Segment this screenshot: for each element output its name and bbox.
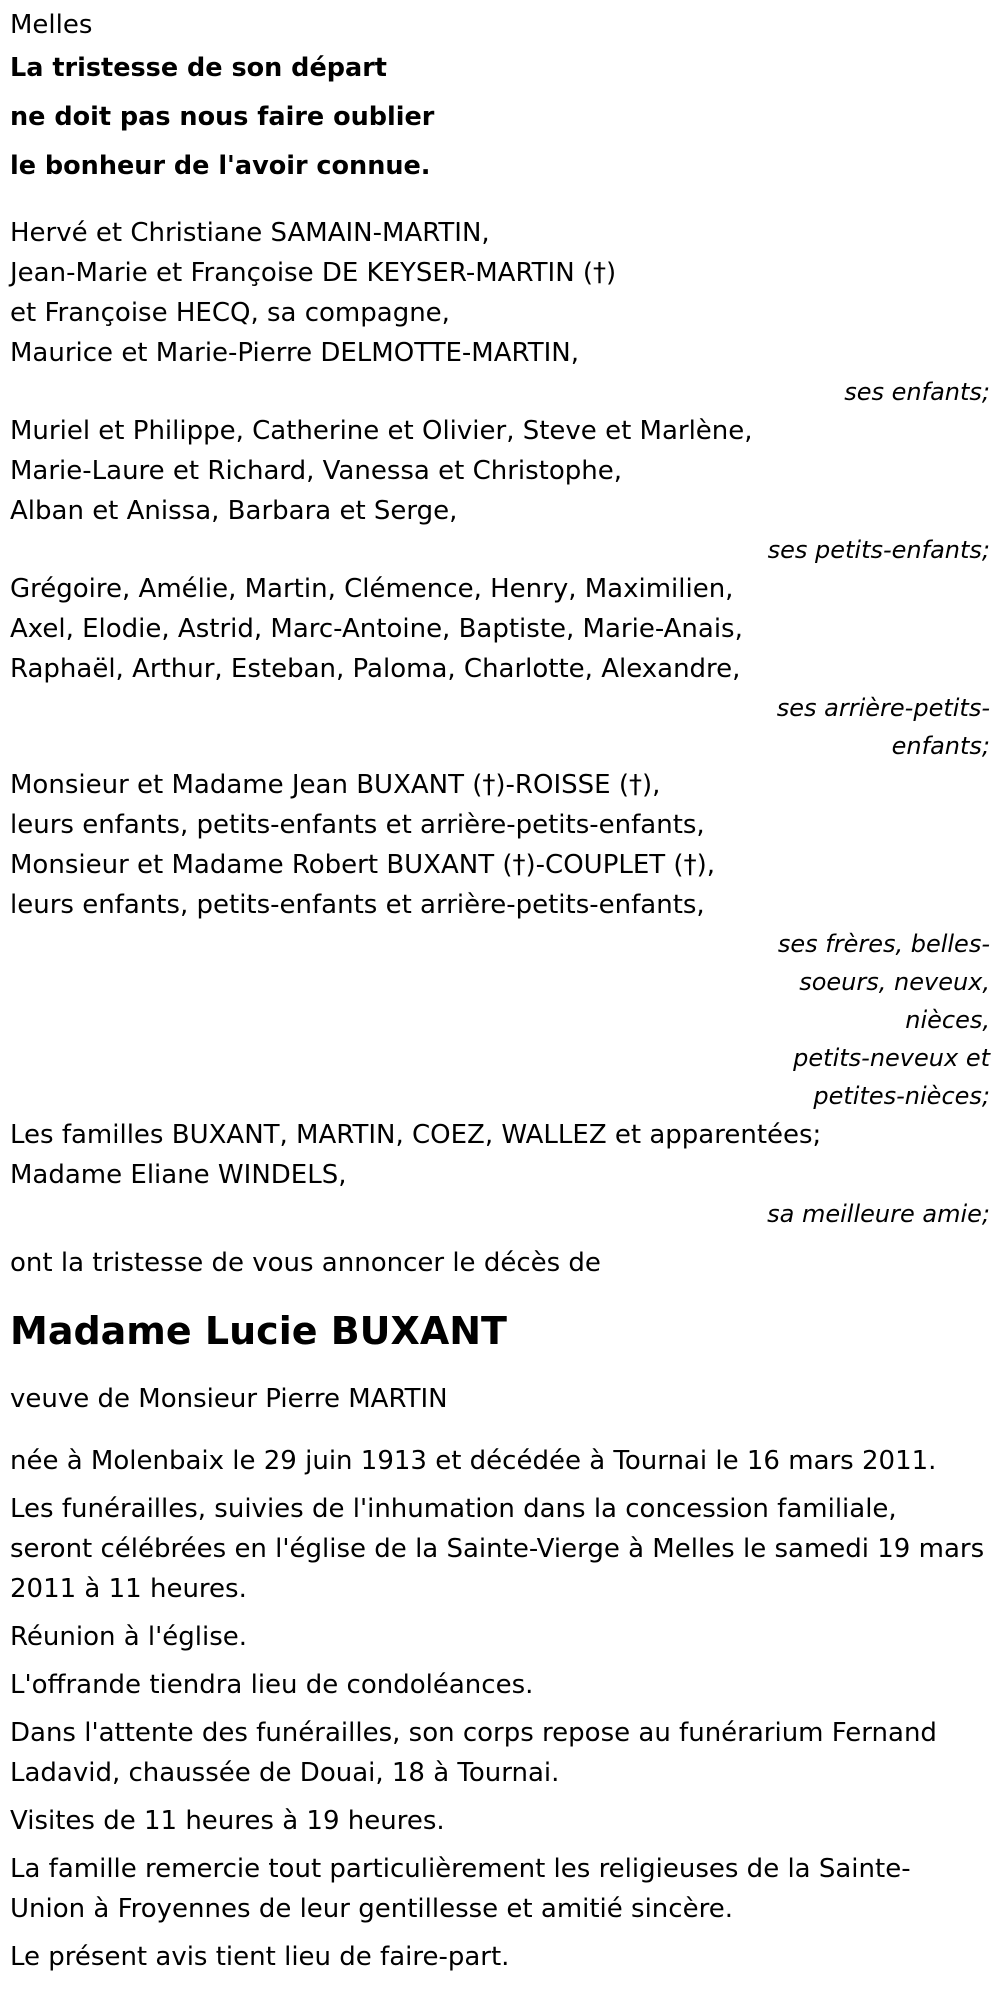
family-line: Madame Eliane WINDELS,: [10, 1160, 347, 1190]
grandchildren-group: [10, 411, 1000, 569]
relation-label: enfants;: [891, 732, 990, 760]
relation-label: ses arrière-petits-: [776, 694, 990, 722]
relation-label: ses enfants;: [844, 378, 990, 406]
family-line: et Françoise HECQ, sa compagne,: [10, 298, 450, 328]
family-line: Axel, Elodie, Astrid, Marc-Antoine, Baptiste, Marie-Anais,: [10, 614, 743, 644]
family-line: Raphaël, Arthur, Esteban, Paloma, Charlotte, Alexandre,: [10, 654, 741, 684]
details-block: [10, 1441, 1000, 1977]
relation-label: soeurs, neveux,: [799, 968, 990, 996]
detail-paragraph: L'offrande tiendra lieu de condoléances.: [10, 1670, 534, 1700]
detail-paragraph: Visites de 11 heures à 19 heures.: [10, 1806, 445, 1836]
family-line: Grégoire, Amélie, Martin, Clémence, Henry, Maximilien,: [10, 574, 734, 604]
great-grandchildren-group: [10, 569, 1000, 765]
detail-paragraph: Le présent avis tient lieu de faire-part.: [10, 1942, 510, 1972]
family-line: Monsieur et Madame Robert BUXANT (†)-COUPLET (†),: [10, 850, 715, 880]
verse-line: La tristesse de son départ: [10, 53, 387, 83]
family-line: leurs enfants, petits-enfants et arrière-petits-enfants,: [10, 810, 705, 840]
detail-paragraph: La famille remercie tout particulièrement les religieuses de la Sainte-Union à Froyennes de leur gentillesse et amitié sincère.: [10, 1854, 911, 1924]
verse-block: [10, 44, 1000, 191]
family-line: Alban et Anissa, Barbara et Serge,: [10, 496, 458, 526]
relation-label: petites-nièces;: [813, 1082, 990, 1110]
relation-label: ses frères, belles-: [777, 930, 990, 958]
family-line: Maurice et Marie-Pierre DELMOTTE-MARTIN,: [10, 338, 579, 368]
family-line: Jean-Marie et Françoise DE KEYSER-MARTIN (†): [10, 258, 617, 288]
town-name: Melles: [10, 10, 93, 40]
relation-label: nièces,: [905, 1006, 990, 1034]
verse-line: ne doit pas nous faire oublier: [10, 102, 435, 132]
family-line: Les familles BUXANT, MARTIN, COEZ, WALLEZ et apparentées;: [10, 1120, 822, 1150]
verse-line: le bonheur de l'avoir connue.: [10, 151, 431, 181]
relation-label: ses petits-enfants;: [767, 536, 990, 564]
relation-label: sa meilleure amie;: [767, 1200, 990, 1228]
family-line: Muriel et Philippe, Catherine et Olivier, Steve et Marlène,: [10, 416, 753, 446]
detail-paragraph: Les funérailles, suivies de l'inhumation dans la concession familiale, seront célébrées en l'église de la Sainte-Vierge à Melles le samedi 19 mars 2011 à 11 heures.: [10, 1494, 985, 1604]
detail-paragraph: Réunion à l'église.: [10, 1622, 248, 1652]
family-line: Monsieur et Madame Jean BUXANT (†)-ROISSE (†),: [10, 770, 661, 800]
family-line: Hervé et Christiane SAMAIN-MARTIN,: [10, 218, 490, 248]
family-line: Marie-Laure et Richard, Vanessa et Christophe,: [10, 456, 623, 486]
detail-paragraph: née à Molenbaix le 29 juin 1913 et décédée à Tournai le 16 mars 2011.: [10, 1446, 937, 1476]
families-group: [10, 1115, 1000, 1233]
family-line: leurs enfants, petits-enfants et arrière-petits-enfants,: [10, 890, 705, 920]
siblings-group: [10, 765, 1000, 1115]
children-group: [10, 213, 1000, 411]
detail-paragraph: Dans l'attente des funérailles, son corps repose au funérarium Fernand Ladavid, chaussée de Douai, 18 à Tournai.: [10, 1718, 937, 1788]
widow-of: veuve de Monsieur Pierre MARTIN: [10, 1384, 448, 1414]
relation-label: petits-neveux et: [793, 1044, 990, 1072]
deceased-name: Madame Lucie BUXANT: [10, 1309, 507, 1353]
announcement-text: ont la tristesse de vous annoncer le décès de: [10, 1248, 601, 1278]
